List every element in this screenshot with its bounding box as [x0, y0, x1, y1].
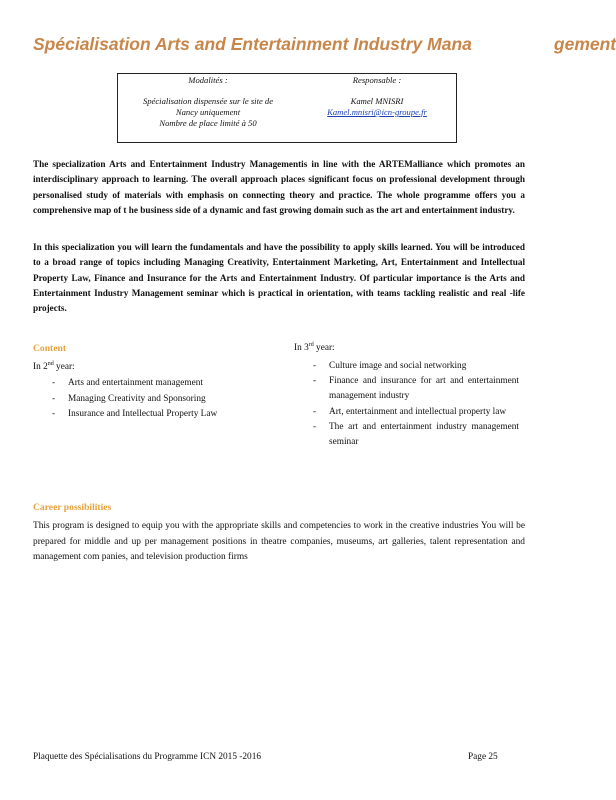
modalites-header: Modalités :: [188, 75, 228, 85]
footer-text: Plaquette des Spécialisations du Programme ICN 2015 -2016: [33, 752, 261, 762]
year2-suffix: year:: [53, 362, 75, 372]
list-item-text: Art, entertainment and intellectual property law: [329, 406, 507, 417]
list-item: - Managing Creativity and Sponsoring: [52, 393, 206, 404]
list-item: - Insurance and Intellectual Property Law: [52, 409, 218, 419]
year3-list: [313, 359, 519, 450]
modalites-line: Spécialisation dispensée sur le site de: [142, 96, 274, 106]
title-part1: Spécialisation Arts and Entertainment Industry Mana: [33, 34, 472, 54]
responsable-name: Kamel MNISRI: [350, 96, 404, 106]
list-item-text: The art and entertainment industry management seminar: [329, 421, 519, 448]
list-item-text: Insurance and Intellectual Property Law: [68, 409, 218, 419]
title-part2: gement: [553, 34, 616, 54]
list-item: - Arts and entertainment management: [52, 378, 204, 388]
list-item-text: Arts and entertainment management: [68, 378, 204, 388]
list-item-text: Culture image and social networking: [329, 361, 467, 371]
year3-label: [294, 343, 335, 353]
page-number: Page 25: [468, 752, 498, 762]
year3-sup: rd: [308, 341, 314, 348]
info-box: [117, 73, 457, 143]
page-title: [33, 34, 616, 55]
responsable-header: Responsable :: [352, 75, 402, 85]
list-item: - Art, entertainment and intellectual property law: [313, 406, 507, 417]
year3-suffix: year:: [313, 343, 335, 353]
content-heading: Content: [33, 343, 67, 354]
year2-list: [52, 376, 268, 423]
list-item: - The art and entertainment industry management seminar: [313, 421, 519, 448]
responsable-column: [298, 74, 456, 118]
modalites-line: Nancy uniquement: [175, 107, 241, 117]
year3-prefix: In 3: [294, 343, 309, 353]
year2-prefix: In 2: [33, 362, 48, 372]
career-heading: Career possibilities: [33, 502, 112, 513]
learn-paragraph: In this specialization you will learn the fundamentals and have the possibility to apply skills learned. You will be introduced to a broad range of topics including Managing Creativity, Entertainment Marketing, Art, Entertainment and Intellectual Property Law, Finance and Insurance for the Arts and Entertainment Industry. Of particular importance is the Arts and Entertainment Industry Management seminar which is practical in orientation, with teams tackling realistic and real -life projects.: [33, 242, 525, 314]
list-item-text: Finance and insurance for art and entertainment management industry: [329, 376, 519, 402]
intro-paragraph: The specialization Arts and Entertainment Industry Managementis in line with the ARTEMalliance which promotes an interdisciplinary approach to learning. The overall approach places significant focus on professional development through personalised study of materials with emphasis on connecting theory and practice. The whole programme offers you a comprehensive map of t he business side of a dynamic and fast growing domain such as the art and entertainment industry.: [33, 159, 525, 215]
modalites-column: [118, 74, 298, 129]
career-paragraph: This program is designed to equip you with the appropriate skills and competencies to work in the creative industries You will be prepared for middle and up per management positions in theatre companies, museums, art galleries, talent representation and management com panies, and television production firms: [33, 521, 525, 562]
list-item-text: Managing Creativity and Sponsoring: [68, 393, 206, 404]
list-item: - Culture image and social networking: [313, 361, 467, 371]
year2-sup: nd: [47, 360, 54, 367]
year2-label: [33, 362, 75, 372]
list-item: - Finance and insurance for art and entertainment management industry: [313, 376, 519, 402]
responsable-email-link[interactable]: Kamel.mnisri@icn-groupe.fr: [327, 107, 427, 117]
modalites-line: Nombre de place limité à 50: [159, 118, 257, 128]
